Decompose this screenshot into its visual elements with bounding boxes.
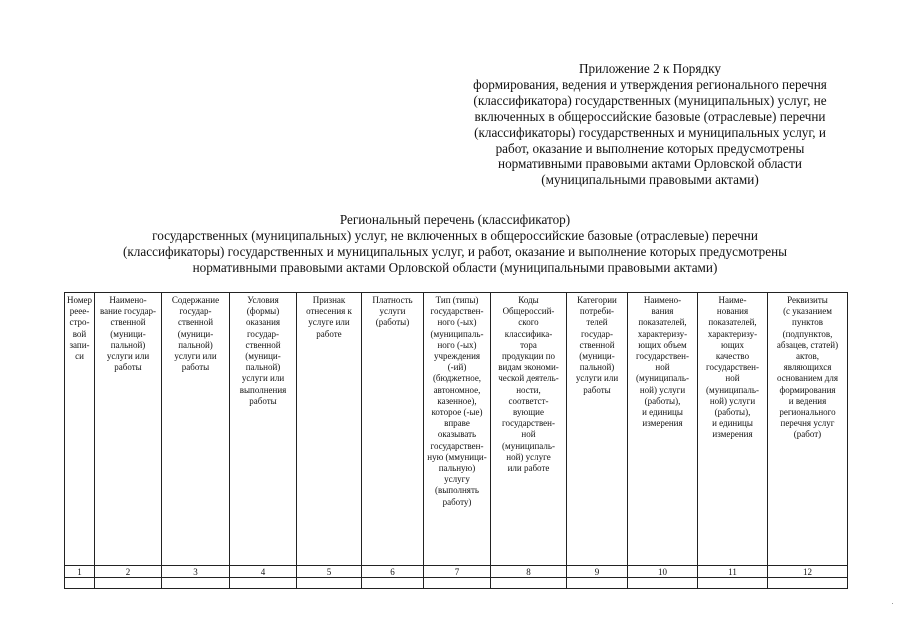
- header-text-line: отнесения к: [306, 306, 352, 317]
- header-text-line: (работ): [793, 429, 822, 440]
- appendix-line: (классификаторы) государственных и муниципальных услуг, и: [474, 124, 826, 140]
- column-header-3: [162, 293, 230, 566]
- empty-cell: [362, 578, 424, 589]
- header-text-line: работы: [249, 395, 277, 406]
- empty-cell: [567, 578, 628, 589]
- header-text-line: потреби-: [579, 306, 615, 317]
- appendix-line: Приложение 2 к Порядку: [579, 61, 721, 76]
- header-text-line: ной) услуги: [639, 384, 686, 395]
- header-text-line: перечня услуг: [780, 418, 835, 429]
- appendix-note: [430, 61, 870, 188]
- header-text-line: (работы): [375, 317, 410, 328]
- header-text-line: ной: [521, 429, 536, 440]
- header-text-line: и единицы: [712, 418, 753, 429]
- header-text-line: государ-: [179, 306, 212, 317]
- column-number: 8: [491, 566, 567, 578]
- header-text-line: нования: [716, 306, 749, 317]
- title-line: (классификаторы) государственных и муниципальных услуг, и работ, оказание и выполнение которых предусмотрены: [123, 243, 787, 259]
- header-text-line: работы: [181, 362, 210, 373]
- header-text-line: (муниципаль-: [636, 373, 689, 384]
- header-text-line: учреждения: [433, 351, 481, 362]
- column-header-11: [698, 293, 768, 566]
- header-text-line: ности,: [516, 384, 541, 395]
- header-text-line: государствен-: [430, 440, 484, 451]
- header-text-line: (муници-: [579, 351, 615, 362]
- header-text-line: пальной): [178, 339, 213, 350]
- header-text-line: (с указанием: [783, 306, 832, 317]
- header-text-line: Категории: [577, 295, 617, 305]
- header-text-line: характеризу-: [707, 328, 758, 339]
- header-text-line: ческой деятель-: [498, 373, 559, 384]
- header-text-line: тора: [520, 339, 537, 350]
- header-text-line: государ-: [246, 328, 280, 339]
- appendix-line: включенных в общероссийские базовые (отраслевые) перечни: [474, 108, 826, 124]
- header-text-line: государствен-: [501, 418, 555, 429]
- header-text-line: (формы): [246, 306, 280, 317]
- header-text-line: ной: [725, 373, 740, 384]
- header-text-line: ственной: [245, 339, 281, 350]
- column-number: 7: [424, 566, 491, 578]
- empty-cell: [491, 578, 567, 589]
- header-text-line: вой: [72, 328, 87, 339]
- empty-cell: [628, 578, 698, 589]
- empty-cell: [65, 578, 95, 589]
- header-text-line: основанием для: [777, 373, 838, 384]
- header-text-line: вправе: [444, 418, 470, 429]
- header-text-line: выполнения: [239, 384, 287, 395]
- header-text-line: услуги или: [106, 351, 150, 362]
- header-text-line: ного (-ых): [437, 339, 477, 350]
- header-text-line: формирования: [779, 384, 836, 395]
- header-text-line: вание государ-: [99, 306, 157, 317]
- column-header-7: [424, 293, 491, 566]
- column-header-6: [362, 293, 424, 566]
- header-text-line: (муниципаль-: [502, 440, 555, 451]
- title-line: Региональный перечень (классификатор): [339, 212, 571, 227]
- header-text-line: измерения: [642, 418, 683, 429]
- header-text-line: Условия: [247, 295, 279, 305]
- header-text-line: классифика-: [504, 328, 553, 339]
- column-header-5: [297, 293, 362, 566]
- header-text-line: измерения: [712, 429, 753, 440]
- header-text-line: (муниципаль-: [430, 328, 484, 339]
- header-text-line: реее-: [69, 306, 90, 317]
- header-text-line: вания: [651, 306, 674, 317]
- column-header-2: [95, 293, 162, 566]
- header-text-line: оказания: [245, 317, 281, 328]
- header-text-line: и единицы: [642, 407, 683, 418]
- header-text-line: Реквизиты: [787, 295, 828, 305]
- header-text-line: характеризу-: [637, 328, 688, 339]
- header-text-line: автономное,: [433, 384, 481, 395]
- header-text-line: пунктов: [792, 317, 823, 328]
- header-text-line: государ-: [580, 328, 614, 339]
- empty-cell: [162, 578, 230, 589]
- header-text-line: или работе: [507, 463, 550, 474]
- header-text-line: работы: [114, 362, 142, 373]
- header-text-line: Наиме-: [718, 295, 747, 305]
- header-text-line: Признак: [312, 295, 346, 305]
- empty-cell: [95, 578, 162, 589]
- header-text-line: работу): [442, 496, 472, 507]
- header-text-line: (муници-: [110, 328, 146, 339]
- header-text-line: Общероссий-: [502, 306, 555, 317]
- column-header-8: [491, 293, 567, 566]
- header-text-line: (-ий): [447, 362, 467, 373]
- header-text-line: вующие: [513, 407, 544, 418]
- column-number: 4: [230, 566, 297, 578]
- header-text-line: си: [75, 351, 84, 362]
- header-text-line: (работы),: [644, 395, 681, 406]
- header-text-line: ского: [518, 317, 539, 328]
- header-text-line: (муници-: [245, 351, 281, 362]
- header-text-line: Тип (типы): [435, 295, 479, 305]
- table-number-row: [65, 566, 848, 578]
- header-text-line: ющих: [721, 339, 744, 350]
- header-text-line: телей: [586, 317, 608, 328]
- header-text-line: Платность: [372, 295, 413, 305]
- header-text-line: государствен-: [705, 362, 759, 373]
- header-text-line: услуге или: [308, 317, 350, 328]
- header-text-line: ственной: [110, 317, 146, 328]
- appendix-line: (муниципальными правовыми актами): [541, 172, 759, 188]
- header-text-line: ственной: [177, 317, 214, 328]
- header-text-line: ющих объем: [638, 339, 687, 350]
- header-text-line: ной) услуге: [506, 451, 551, 462]
- header-text-line: Содержание: [171, 295, 220, 305]
- header-text-line: регионального: [779, 407, 836, 418]
- registry-table: [64, 292, 848, 589]
- header-text-line: абзацев, статей): [776, 339, 839, 350]
- header-text-line: услугу: [444, 474, 470, 485]
- scan-speck: [892, 603, 893, 604]
- header-text-line: ной: [655, 362, 670, 373]
- column-number: 6: [362, 566, 424, 578]
- header-text-line: являющихся: [783, 362, 832, 373]
- empty-cell: [768, 578, 848, 589]
- column-number: 5: [297, 566, 362, 578]
- header-text-line: (муниципаль-: [706, 384, 759, 395]
- column-number: 12: [768, 566, 848, 578]
- header-text-line: Наимено-: [643, 295, 682, 305]
- header-text-line: (работы),: [714, 407, 751, 418]
- column-number: 9: [567, 566, 628, 578]
- table-header-row: [65, 293, 848, 566]
- header-text-line: (бюджетное,: [432, 373, 482, 384]
- header-text-line: Коды: [518, 295, 539, 305]
- header-text-line: качество: [715, 351, 750, 362]
- header-text-line: услуги: [379, 306, 406, 317]
- appendix-line: работ, оказание и выполнение которых предусмотрены: [495, 140, 805, 156]
- header-text-line: пальную): [438, 463, 476, 474]
- header-text-line: Номер: [66, 295, 93, 305]
- header-text-line: ного (-ых): [437, 317, 477, 328]
- header-text-line: работе: [316, 328, 342, 339]
- header-text-line: ную (ммуници-: [427, 451, 487, 462]
- appendix-line: формирования, ведения и утверждения регионального перечня: [473, 76, 827, 92]
- header-text-line: услуги или: [575, 373, 619, 384]
- empty-cell: [698, 578, 768, 589]
- header-text-line: запи-: [69, 339, 90, 350]
- column-header-1: [65, 293, 95, 566]
- empty-cell: [424, 578, 491, 589]
- column-header-9: [567, 293, 628, 566]
- column-number: 1: [65, 566, 95, 578]
- column-number: 10: [628, 566, 698, 578]
- header-text-line: которое (-ые): [431, 407, 483, 418]
- header-text-line: услуги или: [241, 373, 285, 384]
- header-text-line: и ведения: [788, 395, 827, 406]
- appendix-line: нормативными правовыми актами Орловской области: [498, 156, 802, 172]
- header-text-line: (подпунктов,: [782, 328, 833, 339]
- header-text-line: пальной): [245, 362, 281, 373]
- header-text-line: ной) услуги: [709, 395, 756, 406]
- header-text-line: продукции по: [501, 351, 556, 362]
- header-text-line: ственной: [579, 339, 615, 350]
- header-text-line: оказывать: [437, 429, 477, 440]
- header-text-line: соответст-: [508, 395, 549, 406]
- header-text-line: казенное),: [437, 395, 477, 406]
- header-text-line: (выполнять: [435, 485, 479, 496]
- column-number: 11: [698, 566, 768, 578]
- column-header-12: [768, 293, 848, 566]
- title-line: нормативными правовыми актами Орловской области (муниципальными правовыми актами): [192, 259, 718, 275]
- header-text-line: государствен-: [635, 351, 689, 362]
- header-text-line: услуги или: [174, 351, 217, 362]
- table-empty-row: [65, 578, 848, 589]
- header-text-line: показателей,: [638, 317, 687, 328]
- header-text-line: пальной): [579, 362, 615, 373]
- empty-cell: [297, 578, 362, 589]
- header-text-line: видам экономи-: [498, 362, 559, 373]
- header-text-line: государствен-: [430, 306, 484, 317]
- header-text-line: показателей,: [708, 317, 757, 328]
- header-text-line: стро-: [69, 317, 90, 328]
- column-header-4: [230, 293, 297, 566]
- column-header-10: [628, 293, 698, 566]
- header-text-line: актов,: [795, 351, 820, 362]
- empty-cell: [230, 578, 297, 589]
- document-title: [60, 212, 850, 276]
- header-text-line: работы: [583, 384, 611, 395]
- column-number: 2: [95, 566, 162, 578]
- appendix-line: (классификатора) государственных (муниципальных) услуг, не: [473, 92, 827, 108]
- column-number: 3: [162, 566, 230, 578]
- header-text-line: пальной): [110, 339, 146, 350]
- header-text-line: Наимено-: [109, 295, 147, 305]
- header-text-line: (муници-: [177, 328, 214, 339]
- title-line: государственных (муниципальных) услуг, не включенных в общероссийские базовые (отраслевые) перечни: [152, 227, 758, 243]
